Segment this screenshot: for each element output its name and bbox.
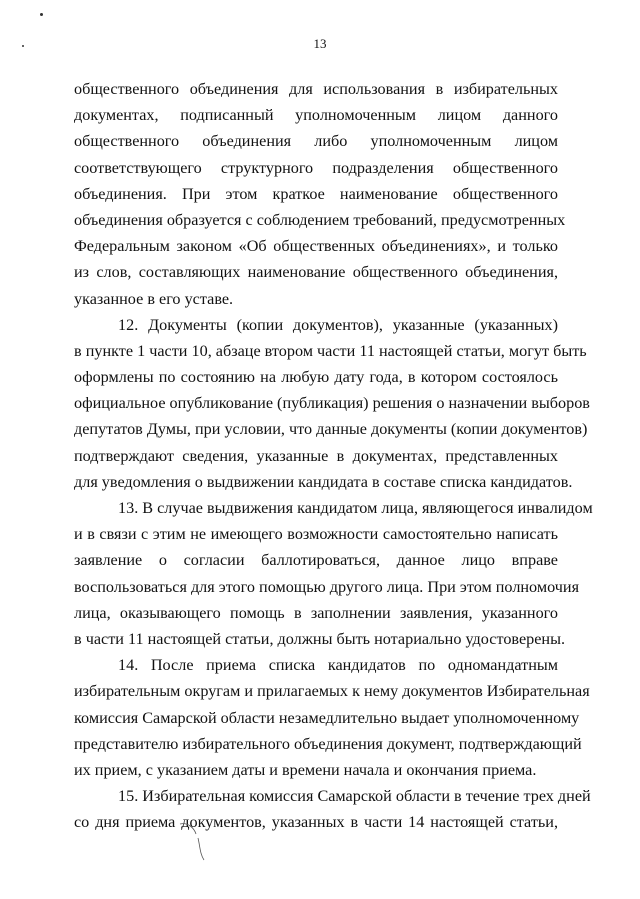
paragraph [74,312,590,495]
text-line: избирательным округам и прилагаемых к нему документов Избирательная [74,682,590,701]
text-line: в части 11 настоящей статьи, должны быть нотариально удостоверены. [74,629,566,648]
page-number: 13 [313,36,327,51]
text-line: общественного объединения для использования в избирательных [74,80,558,98]
text-line: их прием, с указанием даты и времени начала и окончания приема. [74,760,537,779]
text-line: лица, оказывающего помощь в заполнении заявления, указанного [74,603,558,622]
text-line: 14. После приема списка кандидатов по одномандатным [118,656,558,675]
text-line: 13. В случае выдвижения кандидатом лица, являющегося инвалидом [118,499,593,517]
text-line: 12. Документы (копии документов), указанные (указанных) [118,315,558,334]
paragraph [74,76,566,312]
text-line: официальное опубликование (публикация) решения о назначении выборов [74,394,590,413]
text-line: соответствующего структурного подразделения общественного [74,158,558,177]
paragraph [74,783,591,835]
text-line: указанное в его уставе. [74,289,234,308]
document-body [74,76,593,835]
text-line: объединения образуется с соблюдением требований, предусмотренных [74,210,566,229]
paragraph [74,495,593,652]
text-line: 15. Избирательная комиссия Самарской области в течение трех дней [118,787,591,806]
text-line: из слов, составляющих наименование общественного объединения, [74,263,558,282]
text-line: оформлены по состоянию на любую дату года, в котором состоялось [74,368,558,387]
text-line: со дня приема документов, указанных в части 14 настоящей статьи, [74,813,558,832]
text-line: общественного объединения либо уполномоченным лицом [74,132,558,151]
text-line: представителю избирательного объединения документ, подтверждающий [74,734,582,753]
text-line: воспользоваться для этого помощью другого лица. При этом полномочия [74,577,580,596]
paragraph [74,652,590,783]
pen-mark-icon [178,820,218,865]
text-line: в пункте 1 части 10, абзаце втором части 11 настоящей статьи, могут быть [74,341,587,360]
text-line: объединения. При этом краткое наименование общественного [74,184,558,203]
text-line: депутатов Думы, при условии, что данные документы (копии документов) [74,420,588,439]
scan-speck [40,13,43,16]
text-line: комиссия Самарской области незамедлительно выдает уполномоченному [74,708,580,727]
text-line: для уведомления о выдвижении кандидата в составе списка кандидатов. [74,472,573,491]
text-line: подтверждают сведения, указанные в документах, представленных [74,446,558,465]
text-line: и в связи с этим не имеющего возможности самостоятельно написать [74,525,558,544]
text-line: Федеральным законом «Об общественных объединениях», и только [74,237,558,256]
text-line: документах, подписанный уполномоченным лицом данного [74,106,558,125]
text-line: заявление о согласии баллотироваться, данное лицо вправе [74,551,558,570]
